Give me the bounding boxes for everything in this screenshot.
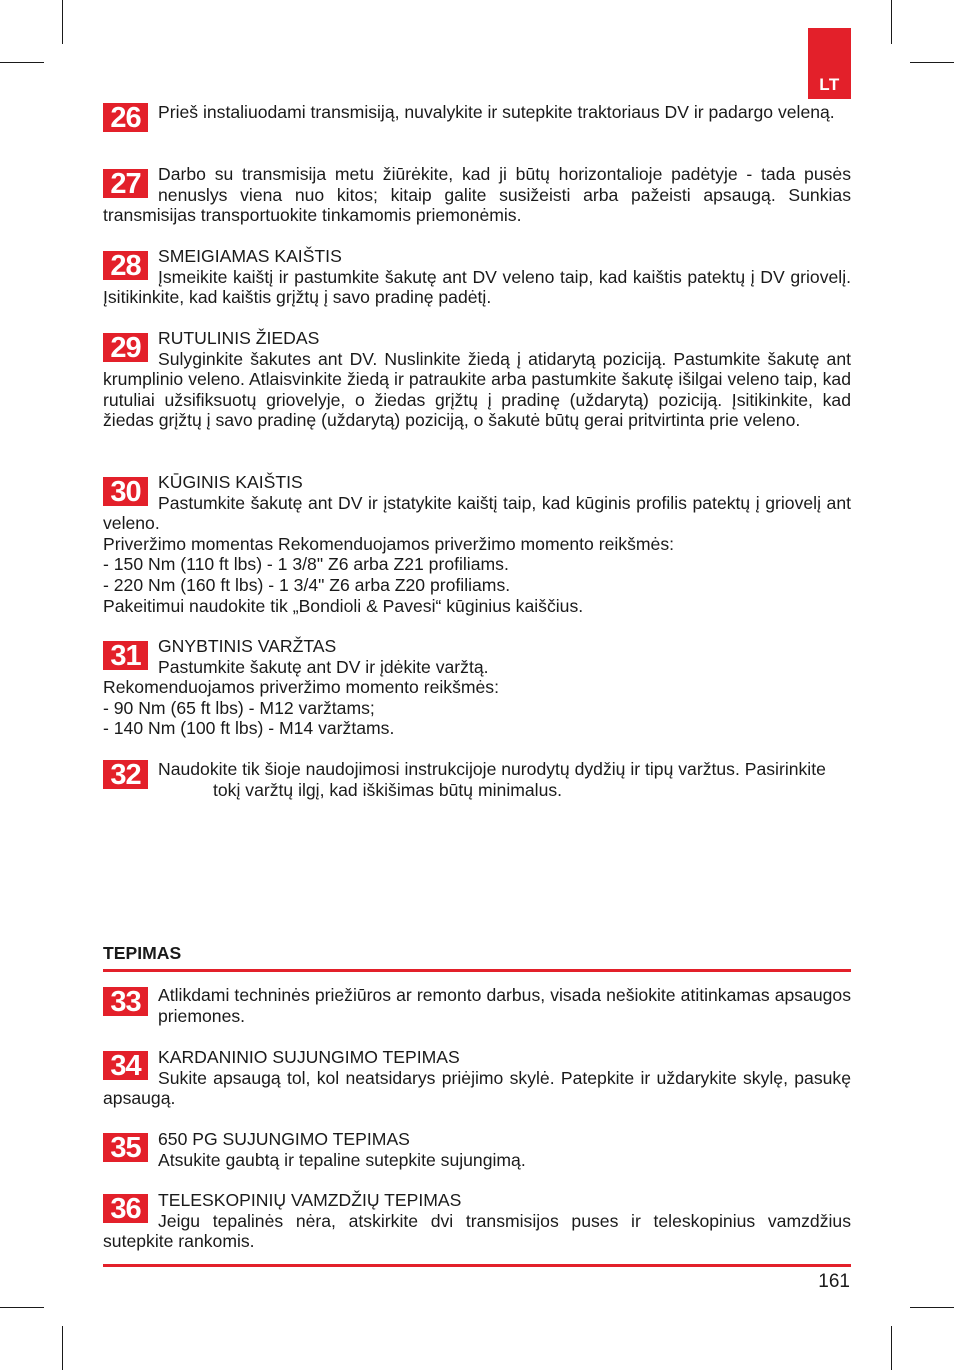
section-text: Sulyginkite šakutes ant DV. Nuslinkite žiedą į atidarytą poziciją. Pastumkite šakutę ant krumplinio veleno. Atlaisvinkite žiedą ir patraukite arba pastumkite šakutę išilgai veleno taip, kad rutuliai užsifiksuotų griovelyje, o žiedas grįžtų į pradinę (uždarytą) poziciją. Įsitikinkite, kad žiedas grįžtų į savo pradinę (uždarytą) poziciją, o šakutė būtų gerai pritvirtinta prie veleno. — [103, 348, 851, 431]
section-text: - 150 Nm (110 ft lbs) - 1 3/8" Z6 arba Z21 profiliams. — [103, 554, 509, 575]
section-text: Pastumkite šakutę ant DV ir įdėkite varžtą. — [158, 656, 489, 677]
section-title: TELESKOPINIŲ VAMZDŽIŲ TEPIMAS — [158, 1190, 462, 1210]
section-title: GNYBTINIS VARŽTAS — [158, 636, 337, 656]
instruction-section — [103, 164, 851, 226]
section-number-badge: 36 — [103, 1194, 148, 1223]
crop-mark — [62, 1326, 63, 1370]
section-text: Prieš instaliuodami transmisiją, nuvalykite ir sutepkite traktoriaus DV ir padargo veleną. — [158, 102, 835, 122]
section-text: Pakeitimui naudokite tik „Bondioli & Pavesi“ kūginius kaiščius. — [103, 595, 584, 616]
section-number-badge: 29 — [103, 333, 148, 362]
section-number-badge: 27 — [103, 169, 148, 198]
section-number-badge: 35 — [103, 1133, 148, 1162]
crop-mark — [891, 0, 892, 44]
section-text: Priveržimo momentas Rekomenduojamos priveržimo momento reikšmės: — [103, 533, 674, 554]
section-number-badge: 28 — [103, 251, 148, 280]
instruction-section — [103, 1047, 851, 1109]
section-text: - 140 Nm (100 ft lbs) - M14 varžtams. — [103, 718, 395, 739]
section-text: Rekomenduojamos priveržimo momento reikšmės: — [103, 677, 499, 698]
section-title: RUTULINIS ŽIEDAS — [158, 328, 320, 348]
instruction-section — [103, 472, 851, 616]
instruction-section — [103, 328, 851, 431]
page-number: 161 — [818, 1271, 850, 1292]
instruction-section — [103, 1129, 851, 1170]
section-text: Atlikdami techninės priežiūros ar remonto darbus, visada nešiokite atitinkamas apsaugos priemones. — [158, 985, 851, 1026]
instruction-section — [103, 759, 851, 800]
section-number-badge: 34 — [103, 1051, 148, 1080]
section-title: SMEIGIAMAS KAIŠTIS — [158, 246, 342, 266]
section-number-badge: 32 — [103, 760, 148, 789]
instruction-section — [103, 1190, 851, 1252]
crop-mark — [0, 62, 44, 63]
section-text: Naudokite tik šioje naudojimosi instrukcijoje nurodytų dydžių ir tipų varžtus. Pasirinkite tokį varžtų ilgį, kad iškišimas būtų minimalus. — [158, 759, 826, 800]
section-title: KŪGINIS KAIŠTIS — [158, 472, 303, 492]
section-text: Atsukite gaubtą ir tepaline sutepkite sujungimą. — [158, 1149, 526, 1170]
language-tab — [808, 28, 851, 99]
section-number-badge: 26 — [103, 103, 148, 132]
instruction-section — [103, 102, 851, 132]
section-text: - 90 Nm (65 ft lbs) - M12 varžtams; — [103, 697, 375, 718]
instruction-section — [103, 985, 851, 1026]
section-text: Įsmeikite kaištį ir pastumkite šakutę ant DV veleno taip, kad kaištis patektų į DV griovelį. Įsitikinkite, kad kaištis grįžtų į savo pradinę padėtį. — [103, 266, 851, 308]
section-text: Jeigu tepalinės nėra, atskirkite dvi transmisijos puses ir teleskopinius vamzdžius sutepkite rankomis. — [103, 1210, 851, 1252]
section-title: 650 PG SUJUNGIMO TEPIMAS — [158, 1129, 410, 1149]
crop-mark — [910, 1307, 954, 1308]
crop-mark — [0, 1307, 44, 1308]
crop-mark — [891, 1326, 892, 1370]
section-number-badge: 30 — [103, 477, 148, 506]
instruction-section — [103, 246, 851, 308]
crop-mark — [62, 0, 63, 44]
section-divider — [103, 969, 851, 972]
section-number-badge: 33 — [103, 987, 148, 1016]
footer-divider — [103, 1264, 851, 1267]
section-title: KARDANINIO SUJUNGIMO TEPIMAS — [158, 1047, 460, 1067]
crop-mark — [910, 62, 954, 63]
section-text: Sukite apsaugą tol, kol neatsidarys priėjimo skylė. Patepkite ir uždarykite skylę, pasukę apsaugą. — [103, 1067, 851, 1109]
lubrication-heading: TEPIMAS — [103, 943, 182, 963]
instruction-section — [103, 636, 851, 739]
section-text: Darbo su transmisija metu žiūrėkite, kad ji būtų horizontalioje padėtyje - tada pusės nenuslys viena nuo kitos; kitaip galite susižeisti arba pažeisti apsaugą. Sunkias transmisijas transportuokite tinkamomis priemonėmis. — [103, 164, 851, 226]
language-tab-label: LT — [819, 75, 840, 94]
section-text: - 220 Nm (160 ft lbs) - 1 3/4" Z6 arba Z20 profiliams. — [103, 574, 511, 595]
section-number-badge: 31 — [103, 641, 148, 670]
section-text: Pastumkite šakutę ant DV ir įstatykite kaištį taip, kad kūginis profilis patektų į griovelį ant veleno. — [103, 492, 851, 534]
